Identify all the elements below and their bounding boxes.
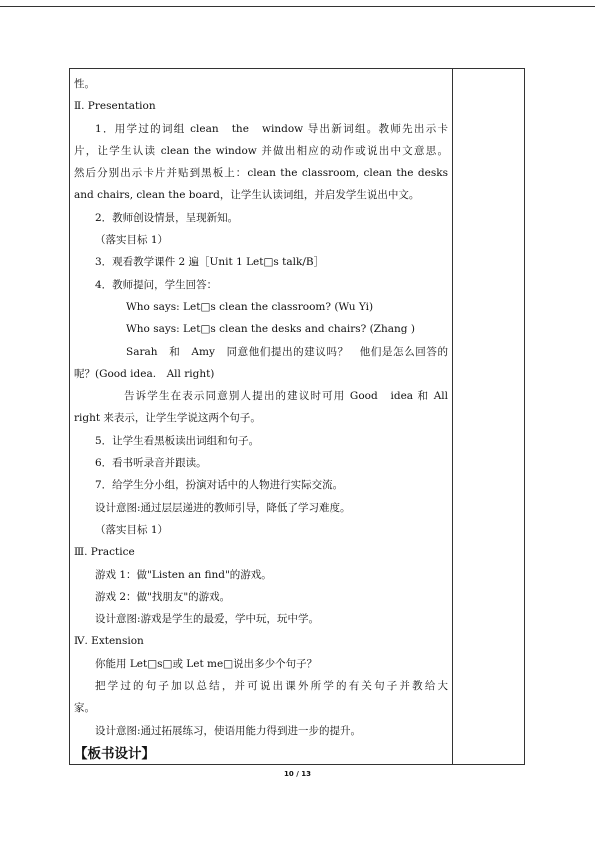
text-line: 然后分别出示卡片并贴到黑板上：clean the classroom, clean the desks — [74, 167, 448, 180]
text-line: 呢？(Good idea. All right) — [74, 367, 215, 380]
board-design-heading: 【板书设计】 — [74, 745, 155, 762]
text-line: 家。 — [74, 702, 95, 715]
text-line: 游戏 2：做"找朋友"的游戏。 — [95, 590, 231, 603]
section-practice: Ⅲ. Practice — [74, 546, 135, 559]
dialogue-line: Who says: Let□s clean the classroom? (Wu Yi) — [126, 300, 374, 313]
text-line: （落实目标 1） — [95, 523, 169, 536]
text-line: 你能用 Let□s□或 Let me□说出多少个句子？ — [95, 657, 318, 670]
text-line: 设计意图:游戏是学生的最爱，学中玩，玩中学。 — [95, 613, 320, 626]
text-line: （落实目标 1） — [95, 234, 169, 247]
header-rule — [0, 6, 595, 7]
text-line: 片，让学生认读 clean the window 并做出相应的动作或说出中文意思。 — [74, 144, 448, 157]
text-line: 2．教师创设情景，呈现新知。 — [95, 211, 239, 224]
text-line: 5．让学生看黑板读出词组和句子。 — [95, 434, 260, 447]
text-line: 3．观看教学课件 2 遍［Unit 1 Let□s talk/B］ — [95, 256, 325, 269]
dialogue-line: Who says: Let□s clean the desks and chairs? (Zhang ) — [126, 323, 415, 336]
text-line: right 来表示，让学生学说这两个句子。 — [74, 412, 261, 425]
column-divider — [452, 69, 453, 764]
text-line: 告诉学生在表示同意别人提出的建议时可用 Good idea 和 All — [124, 390, 448, 403]
section-extension: Ⅳ. Extension — [74, 635, 144, 648]
text-line: 性。 — [74, 78, 95, 90]
text-line: and chairs, clean the board，让学生认读词组，并启发学生说出中文。 — [74, 189, 420, 202]
text-line: 把学过的句子加以总结，并可说出课外所学的有关句子并教给大 — [95, 680, 448, 693]
page-number: 10 / 13 — [284, 770, 311, 778]
text-line: 设计意图:通过拓展练习，使语用能力得到进一步的提升。 — [95, 724, 362, 737]
text-line: 游戏 1：做"Listen an find"的游戏。 — [95, 568, 272, 581]
text-line: 7．给学生分小组，扮演对话中的人物进行实际交流。 — [95, 479, 344, 492]
section-presentation: Ⅱ. Presentation — [74, 100, 156, 113]
text-line: 1．用学过的词组 clean the window 导出新词组。教师先出示卡 — [95, 122, 448, 135]
lesson-table — [69, 68, 525, 765]
text-line: 4．教师提问，学生回答： — [95, 278, 218, 291]
text-line: Sarah 和 Amy 同意他们提出的建议吗？ 他们是怎么回答的 — [126, 345, 448, 358]
lesson-content — [74, 73, 448, 766]
text-line: 6．看书听录音并跟读。 — [95, 457, 207, 470]
text-line: 设计意图:通过层层递进的教师引导，降低了学习难度。 — [95, 501, 351, 514]
